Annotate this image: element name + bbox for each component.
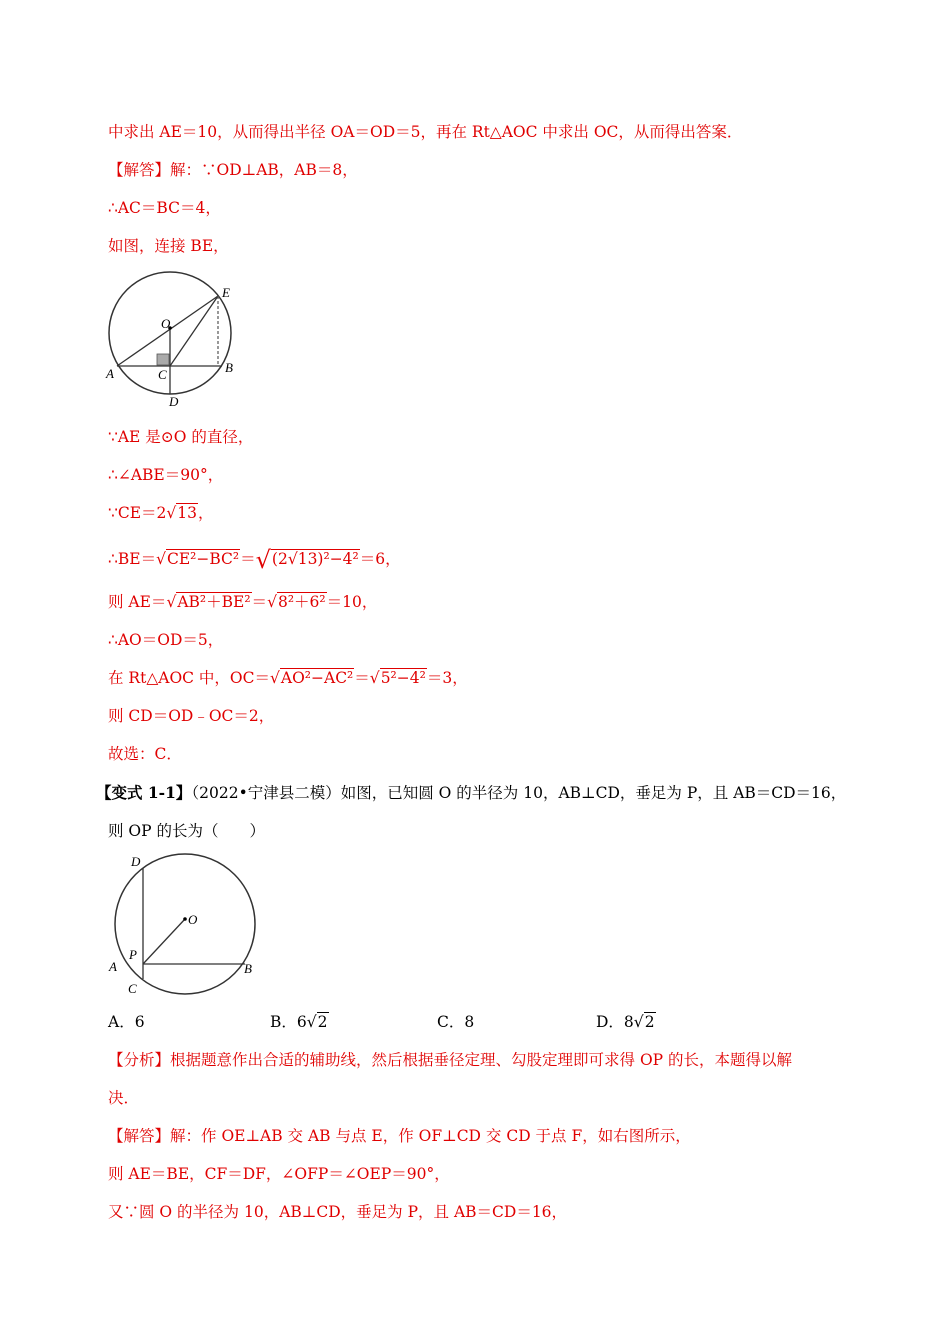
oc-radicand-2: 5²−4²	[380, 669, 426, 687]
fig2-label-D: D	[131, 854, 141, 869]
fig2-label-A: A	[109, 959, 117, 974]
option-a-label: A．6	[108, 1013, 145, 1031]
oc-equals: ＝	[354, 669, 370, 687]
solution-line-2: 则 AE＝BE，CF＝DF，∠OFP＝∠OEP＝90°，	[108, 1165, 450, 1183]
solution-text-1: 解：作 OE⊥AB 交 AB 与点 E，作 OF⊥CD 交 CD 于点 F，如右图所示，	[170, 1127, 691, 1145]
analysis-tag: 【分析】	[108, 1051, 171, 1069]
ae-radicand-1: AB²＋BE²	[177, 593, 251, 611]
option-b-radicand: 2	[317, 1013, 328, 1031]
fig1-label-O: O	[161, 316, 171, 331]
prev-solution-line-13: 故选：C．	[108, 745, 182, 763]
oc-prefix: 在 Rt△AOC 中，OC＝	[108, 669, 271, 687]
option-b[interactable]: B．6√2	[270, 1013, 328, 1031]
ae-prefix: 则 AE＝	[108, 593, 167, 611]
analysis-line-2: 决．	[108, 1089, 140, 1107]
fig1-right-angle-mark	[157, 354, 169, 365]
question-line-1	[96, 782, 846, 804]
fig2-label-P: P	[129, 947, 137, 962]
be-prefix: ∴BE＝	[108, 550, 157, 568]
prev-solution-line-12: 则 CD＝OD﹣OC＝2，	[108, 707, 275, 725]
be-radicand-1: CE²−BC²	[166, 550, 240, 568]
ae-radicand-2: 8²＋6²	[277, 593, 326, 611]
fig1-label-B: B	[225, 360, 233, 375]
question-text-1: （2022•宁津县二模）如图，已知圆 O 的半径为 10，AB⊥CD，垂足为 P，且 AB＝CD＝16，	[191, 784, 847, 802]
option-c-label: C．8	[437, 1013, 475, 1031]
option-d-label: D．8	[596, 1013, 634, 1031]
prev-solution-line-7: ∵CE＝2√13，	[108, 504, 214, 522]
ae-equals: ＝	[251, 593, 268, 611]
fig1-label-D: D	[169, 394, 179, 409]
prev-solution-answer-line	[108, 159, 358, 181]
answer-tag: 【解答】	[108, 161, 171, 179]
fig2-label-C: C	[128, 981, 137, 996]
prev-solution-line-8: ∴BE＝√CE²−BC²＝√(2√13)²−4²＝6，	[108, 546, 401, 574]
answer-text: 解：∵OD⊥AB，AB＝8，	[170, 161, 358, 179]
fig1-label-A: A	[106, 366, 114, 381]
be-equals: ＝	[240, 550, 256, 568]
option-a[interactable]	[108, 1011, 145, 1033]
prev-solution-line-9: 则 AE＝√AB²＋BE²＝√8²＋6²＝10，	[108, 593, 378, 611]
option-d-radicand: 2	[644, 1013, 655, 1031]
question-tag: 【变式 1-1】	[96, 783, 192, 802]
circle-figure-1	[100, 268, 250, 410]
be-suffix: ＝6，	[359, 550, 401, 568]
fig1-segment-CE	[170, 296, 218, 366]
solution-tag: 【解答】	[108, 1127, 171, 1145]
analysis-line-1	[108, 1049, 792, 1071]
prev-solution-line-10: ∴AO＝OD＝5，	[108, 631, 224, 649]
question-line-2: 则 OP 的长为（ ）	[108, 822, 265, 840]
oc-radicand-1: AO²−AC²	[280, 669, 354, 687]
fig1-label-C: C	[158, 367, 167, 382]
ae-suffix: ＝10，	[326, 593, 378, 611]
solution-line-1	[108, 1125, 691, 1147]
option-c[interactable]	[437, 1011, 474, 1033]
fig2-circle	[115, 854, 255, 994]
prev-solution-line-11: 在 Rt△AOC 中，OC＝√AO²−AC²＝√5²−4²＝3，	[108, 669, 468, 687]
fig1-label-E: E	[222, 285, 230, 300]
be-radicand-2: (2√13)²−4²	[271, 550, 359, 568]
prev-solution-line-5: ∵AE 是⊙O 的直径，	[108, 428, 254, 446]
analysis-text-1: 根据题意作出合适的辅助线，然后根据垂径定理、勾股定理即可求得 OP 的长，本题得以解	[170, 1051, 793, 1069]
fig2-point-O	[183, 917, 187, 921]
ce-radicand: 13	[177, 504, 198, 522]
fig2-label-B: B	[244, 961, 252, 976]
ce-suffix: ，	[198, 504, 214, 522]
prev-solution-line-4: 如图，连接 BE，	[108, 237, 229, 255]
prev-solution-line-3: ∴AC＝BC＝4，	[108, 199, 221, 217]
prev-solution-line-6: ∴∠ABE＝90°，	[108, 466, 224, 484]
fig2-segment-OP	[143, 919, 185, 964]
circle-figure-2	[100, 846, 270, 998]
fig2-label-O: O	[188, 912, 198, 927]
option-d[interactable]: D．8√2	[596, 1013, 655, 1031]
oc-suffix: ＝3，	[426, 669, 468, 687]
prev-solution-line-1: 中求出 AE＝10，从而得出半径 OA＝OD＝5，再在 Rt△AOC 中求出 OC，从而得出答案．	[108, 123, 743, 141]
ce-prefix: ∵CE＝2	[108, 504, 167, 522]
solution-line-3: 又∵圆 O 的半径为 10，AB⊥CD，垂足为 P，且 AB＝CD＝16，	[108, 1203, 568, 1221]
option-b-label: B．6	[270, 1013, 307, 1031]
